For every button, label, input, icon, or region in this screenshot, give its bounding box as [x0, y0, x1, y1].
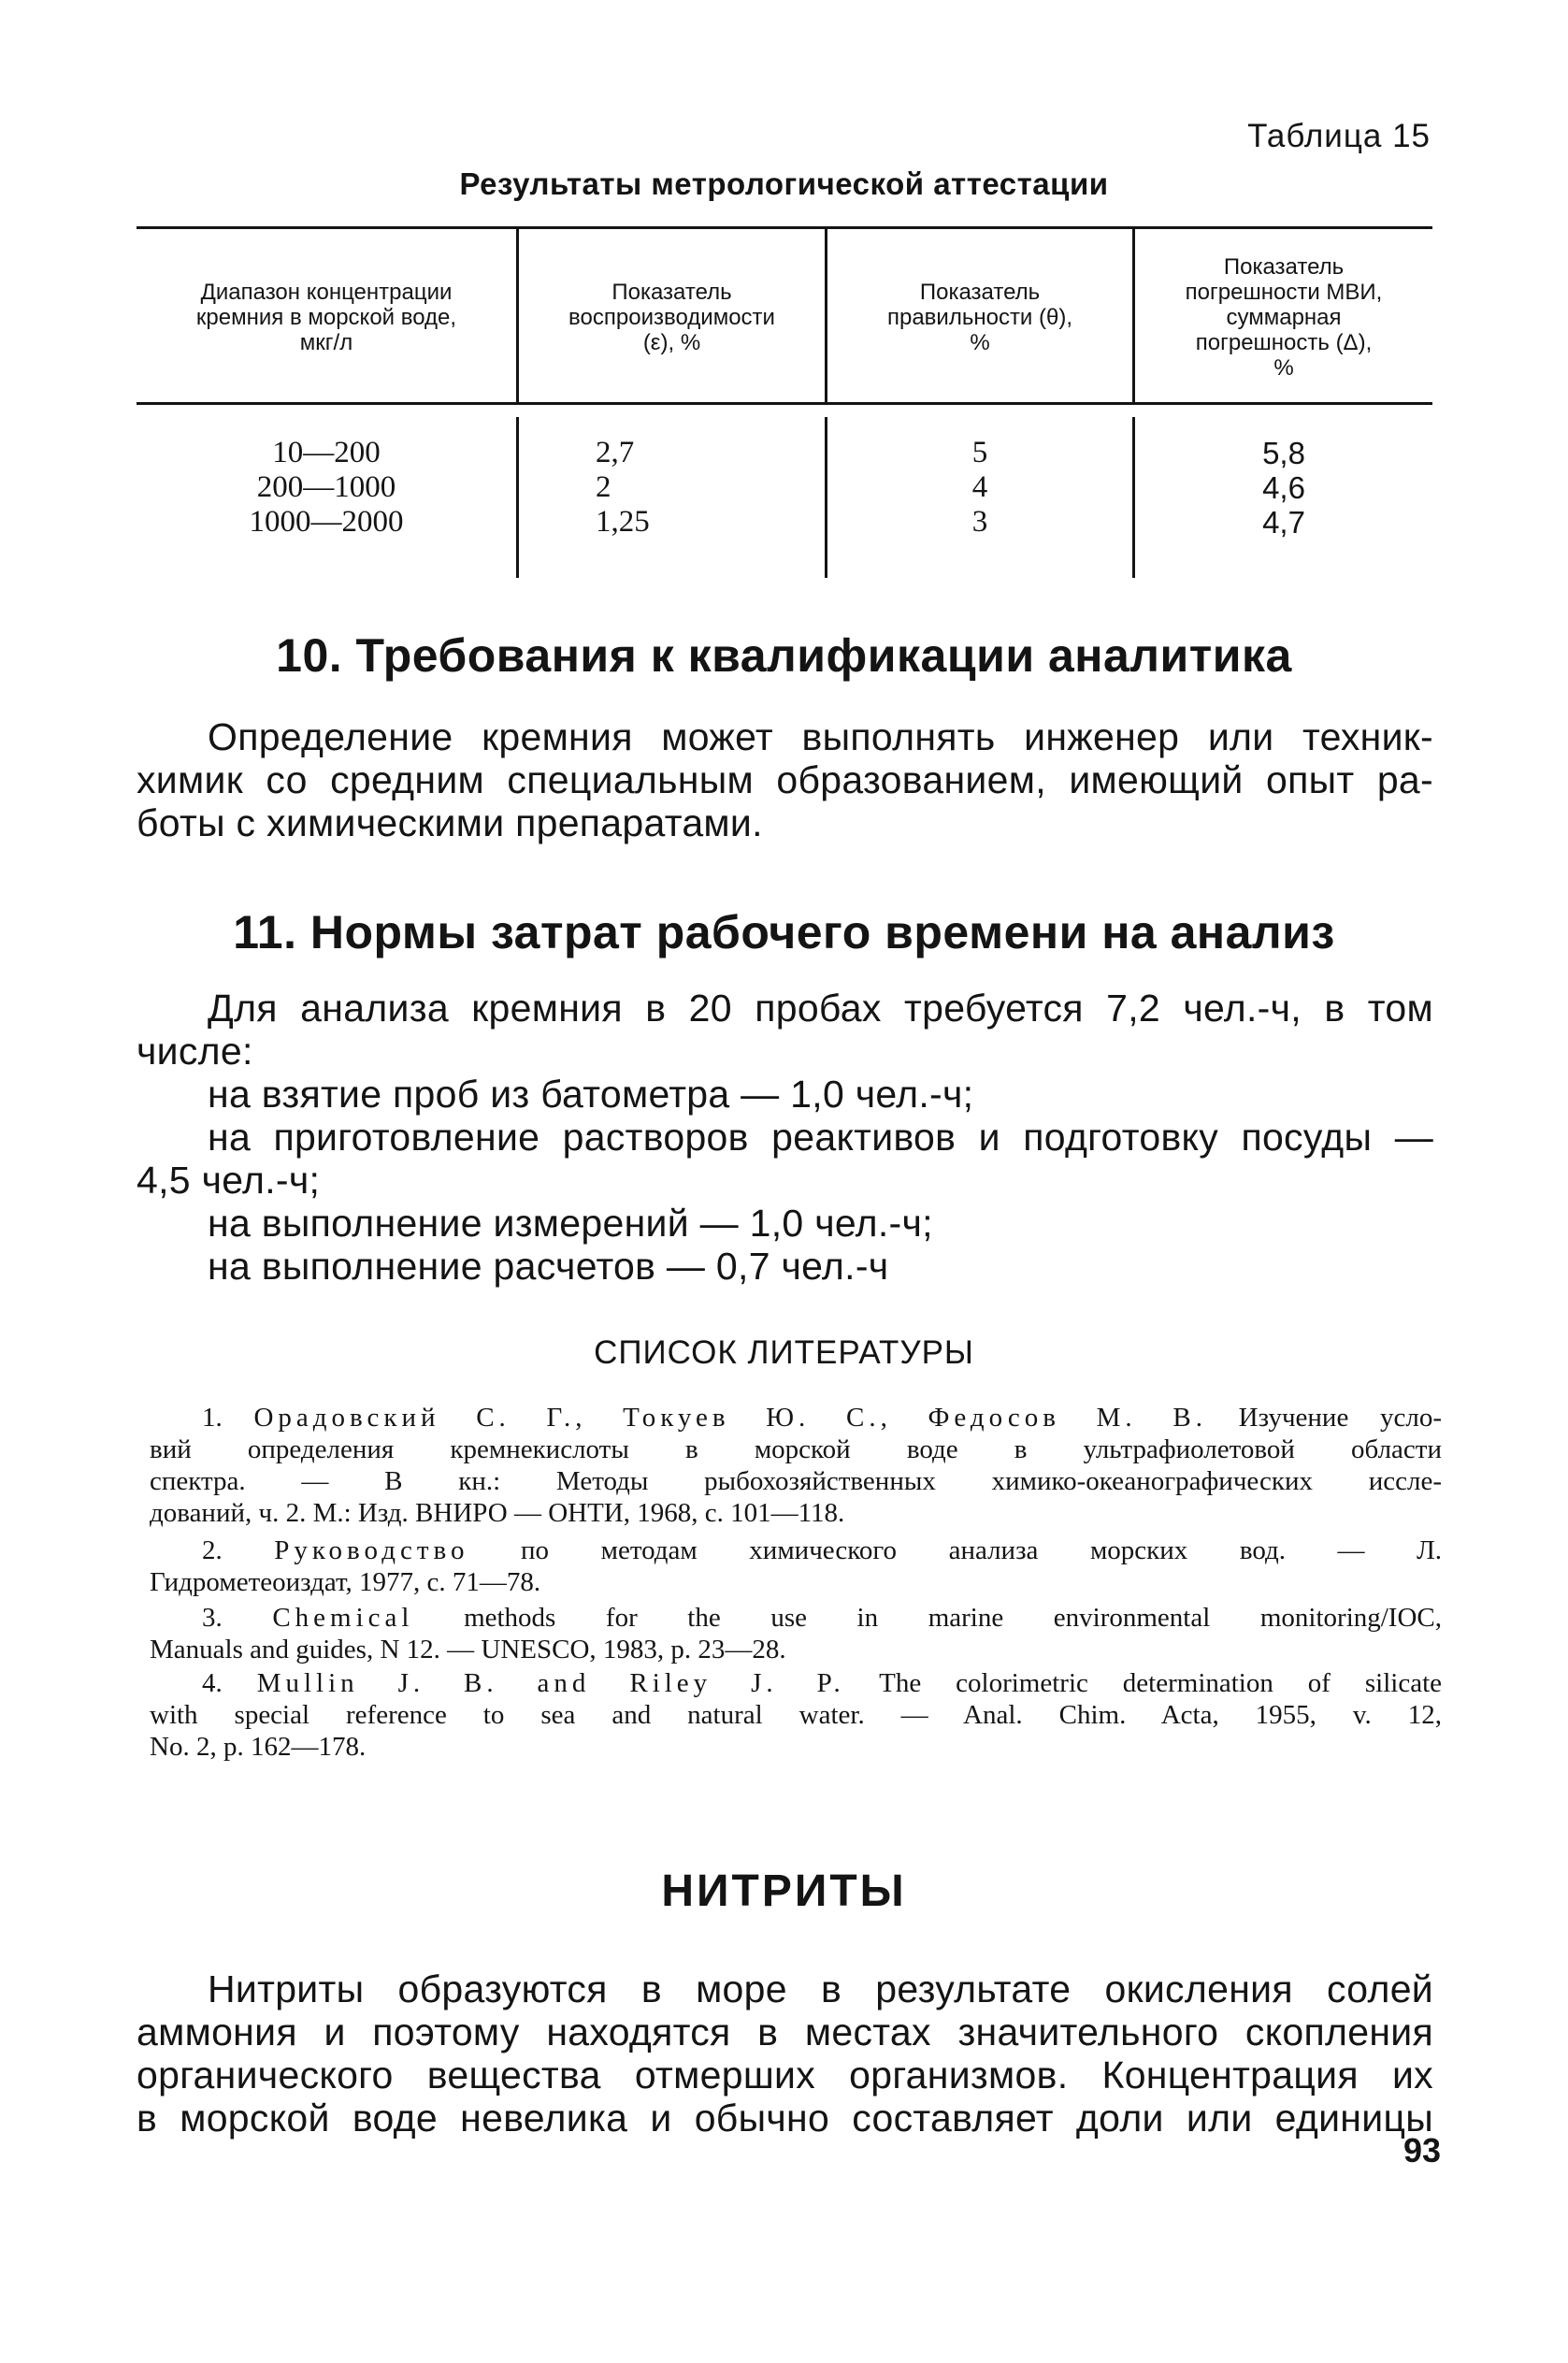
table-header-reproducibility [519, 280, 825, 355]
references-heading: СПИСОК ЛИТЕРАТУРЫ [594, 1334, 974, 1371]
page-number: 93 [1403, 2131, 1441, 2169]
reference-authors: Mullin J. B. and Riley J. P. [256, 1668, 845, 1698]
table-cell: 4,7 [1262, 505, 1305, 540]
paragraph-line: боты с химическими препаратами. [137, 801, 763, 844]
paragraph-line: на взятие проб из батометра — 1,0 чел.-ч; [208, 1073, 974, 1116]
table-number: Таблица 15 [1247, 118, 1431, 154]
reference-item [150, 1535, 1442, 1598]
table-column-error [1135, 436, 1432, 540]
table-cell: 2,7 [596, 436, 635, 469]
table-header-accuracy [827, 280, 1132, 355]
reference-item [150, 1667, 1442, 1763]
reference-text: Изучение усло- [1206, 1403, 1442, 1433]
reference-item [150, 1402, 1442, 1529]
table-cell: 200—1000 [256, 470, 396, 504]
section-10-body [137, 715, 1433, 844]
paragraph-line: на выполнение расчетов — 0,7 чел.-ч [208, 1245, 889, 1288]
reference-line: спектра. — В кн.: Методы рыбохозяйственных химико-океанографических иссле- [150, 1466, 1442, 1496]
paragraph-line: аммония и поэтому находятся в местах значительного скопления [137, 2010, 1433, 2053]
section-11-body [137, 987, 1433, 1288]
paragraph-line: 4,5 чел.-ч; [137, 1159, 321, 1202]
section-10-heading: 10. Требования к квалификации аналитика [276, 629, 1292, 682]
reference-authors: Chemical [272, 1603, 414, 1633]
reference-first-line [150, 1535, 1442, 1566]
table-cell: 10—200 [272, 436, 381, 469]
table-cell: 5,8 [1262, 436, 1305, 470]
paragraph-line: на выполнение измерений — 1,0 чел.-ч; [208, 1202, 933, 1245]
nitrites-heading: НИТРИТЫ [661, 1866, 907, 1916]
header-line: % [970, 330, 990, 355]
reference-number: 4. [202, 1668, 223, 1698]
paragraph-line: Для анализа кремния в 20 пробах требуется 7,2 чел.-ч, в том [208, 987, 1433, 1030]
header-line: Показатель [1223, 254, 1345, 280]
header-line: (ε), % [642, 330, 701, 355]
nitrites-body [137, 1967, 1433, 2140]
header-line: погрешности МВИ, [1185, 280, 1383, 305]
header-line: кремния в морской воде, [195, 305, 457, 330]
reference-number: 1. [202, 1403, 223, 1433]
table-column-divider [516, 417, 519, 578]
paragraph-line: в морской воде невелика и обычно составляет доли или единицы [137, 2096, 1433, 2140]
table-header-error [1135, 254, 1432, 381]
paragraph-line: химик со средним специальным образованием, имеющий опыт ра- [137, 758, 1433, 801]
header-line: мкг/л [299, 330, 353, 355]
reference-line: Manuals and guides, N 12. — UNESCO, 1983, p. 23—28. [150, 1635, 786, 1664]
reference-line: дований, ч. 2. М.: Изд. ВНИРО — ОНТИ, 1968, с. 101—118. [150, 1498, 845, 1528]
reference-line: with special reference to sea and natural water. — Anal. Chim. Acta, 1955, v. 12, [150, 1700, 1442, 1730]
table-title: Результаты метрологической аттестации [459, 166, 1109, 201]
header-line: % [1273, 355, 1294, 381]
table-top-rule [137, 226, 1432, 229]
paragraph-line: числе: [137, 1030, 253, 1073]
header-line: правильности (θ), [886, 305, 1073, 330]
header-line: погрешность (Δ), [1195, 330, 1373, 355]
table-cell: 1000—2000 [249, 505, 404, 539]
paragraph-line: Нитриты образуются в море в результате окисления солей [208, 1967, 1433, 2010]
paragraph-line: Определение кремния может выполнять инженер или техник- [208, 715, 1433, 758]
reference-text: The colorimetric determination of silicate [844, 1668, 1443, 1698]
table-column-reproducibility [596, 436, 745, 540]
table-cell: 1,25 [596, 505, 650, 539]
table-cell: 2 [596, 470, 611, 504]
reference-authors: Орадовский С. Г., Токуев Ю. С., Федосов М. В. [253, 1403, 1207, 1433]
table-column-accuracy [827, 436, 1132, 540]
reference-line: вий определения кремнекислоты в морской воде в ультрафиолетовой области [150, 1434, 1442, 1464]
reference-line: Гидрометеоиздат, 1977, с. 71—78. [150, 1567, 541, 1597]
table-header-range [137, 280, 516, 355]
reference-line: No. 2, p. 162—178. [150, 1732, 367, 1762]
table-header-rule [137, 402, 1432, 405]
reference-first-line [150, 1667, 1442, 1699]
header-line: Показатель [611, 280, 732, 305]
table-column-range [137, 436, 516, 540]
table-cell: 4 [971, 470, 988, 504]
reference-item [150, 1602, 1442, 1665]
reference-number: 3. [202, 1603, 223, 1633]
reference-authors: Руководство [274, 1535, 469, 1565]
header-line: воспроизводимости [568, 305, 775, 330]
reference-number: 2. [202, 1535, 223, 1565]
reference-first-line [150, 1602, 1442, 1634]
paragraph-line: органического вещества отмерших организмов. Концентрация их [137, 2053, 1433, 2096]
section-11-heading: 11. Нормы затрат рабочего времени на анализ [233, 906, 1335, 958]
header-line: суммарная [1226, 305, 1342, 330]
table-cell: 5 [971, 436, 988, 469]
header-line: Диапазон концентрации [200, 280, 453, 305]
table-cell: 4,6 [1262, 470, 1305, 505]
table-cell: 3 [971, 505, 988, 539]
reference-text: methods for the use in marine environmental monitoring/IOC, [413, 1603, 1443, 1633]
reference-text: по методам химического анализа морских вод. — Л. [468, 1535, 1442, 1565]
reference-first-line [150, 1402, 1442, 1434]
header-line: Показатель [919, 280, 1041, 305]
paragraph-line: на приготовление растворов реактивов и подготовку посуды — [208, 1116, 1433, 1159]
